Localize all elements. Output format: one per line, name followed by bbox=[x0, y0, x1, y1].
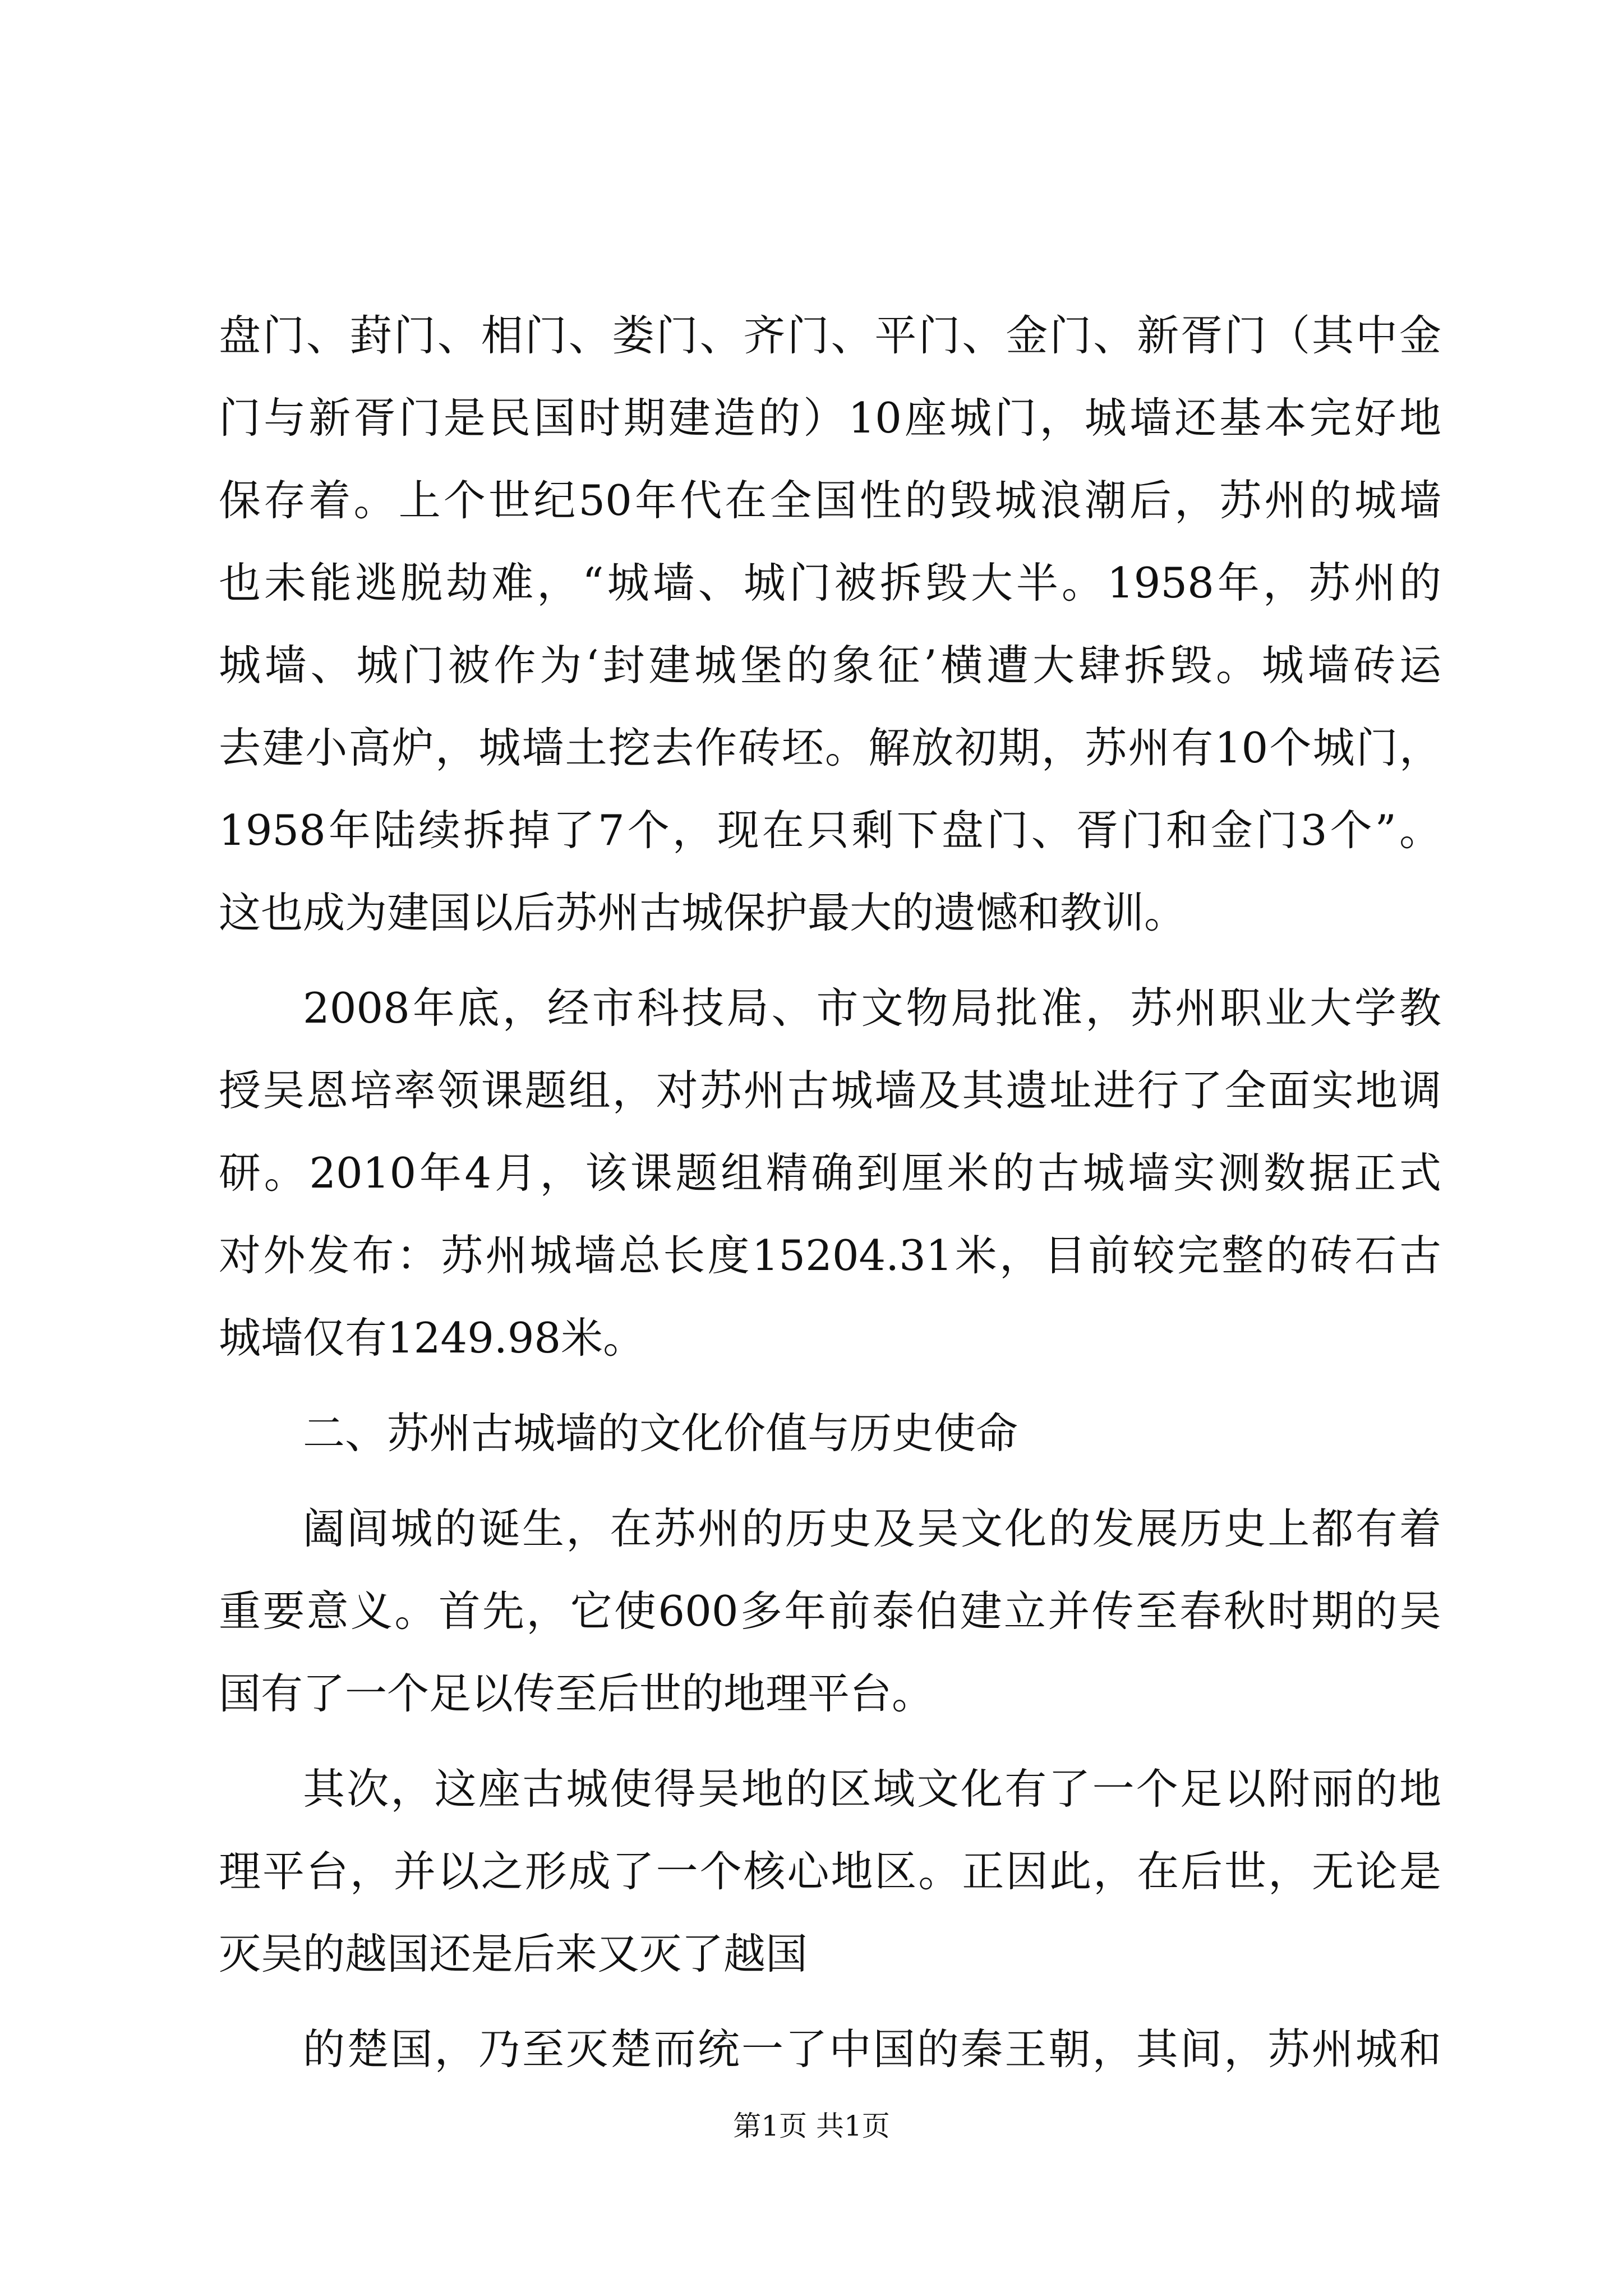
text-line: 的楚国，乃至灭楚而统一了中国的秦王朝，其间，苏州城和 bbox=[303, 2024, 1441, 2074]
paragraph-gap bbox=[219, 1379, 1441, 1392]
text-line: 国有了一个足以传至后世的地理平台。 bbox=[219, 1669, 934, 1718]
section-heading: 二、苏州古城墙的文化价值与历史使命 bbox=[303, 1409, 1018, 1458]
paragraph-gap bbox=[219, 1995, 1441, 2008]
text-line: 保存着。上个世纪50年代在全国性的毁城浪潮后，苏州的城墙 bbox=[219, 476, 1441, 525]
text-line: 授吴恩培率领课题组，对苏州古城墙及其遗址进行了全面实地调 bbox=[219, 1066, 1441, 1115]
text-line: 其次，这座古城使得吴地的区域文化有了一个足以附丽的地 bbox=[303, 1764, 1441, 1814]
text-line: 研。2010年4月，该课题组精确到厘米的古城墙实测数据正式 bbox=[219, 1148, 1441, 1198]
paragraph-gap bbox=[219, 1475, 1441, 1488]
text-line: 1958年陆续拆掉了7个，现在只剩下盘门、胥门和金门3个”。 bbox=[219, 806, 1441, 855]
paragraph-gap bbox=[219, 954, 1441, 967]
paragraph-gap bbox=[219, 1735, 1441, 1748]
text-line: 理平台，并以之形成了一个核心地区。正因此，在后世，无论是 bbox=[219, 1847, 1441, 1896]
text-line: 也未能逃脱劫难，“城墙、城门被拆毁大半。1958年，苏州的 bbox=[219, 558, 1441, 608]
text-line: 城墙仅有1249.98米。 bbox=[219, 1313, 645, 1363]
text-line: 城墙、城门被作为‘封建城堡的象征’横遭大肆拆毁。城墙砖运 bbox=[219, 641, 1441, 690]
text-line: 门与新胥门是民国时期建造的）10座城门，城墙还基本完好地 bbox=[219, 393, 1441, 443]
text-line: 去建小高炉，城墙土挖去作砖坯。解放初期，苏州有10个城门， bbox=[219, 723, 1441, 772]
text-line: 灭吴的越国还是后来又灭了越国 bbox=[219, 1929, 808, 1978]
text-line: 这也成为建国以后苏州古城保护最大的遗憾和教训。 bbox=[219, 888, 1187, 937]
document-body bbox=[219, 295, 1441, 2091]
page-footer: 第1页 共1页 bbox=[733, 2110, 890, 2142]
text-line: 对外发布：苏州城墙总长度15204.31米，目前较完整的砖石古 bbox=[219, 1231, 1441, 1280]
text-line: 2008年底，经市科技局、市文物局批准，苏州职业大学教 bbox=[303, 983, 1441, 1033]
text-line: 盘门、葑门、相门、娄门、齐门、平门、金门、新胥门（其中金 bbox=[219, 311, 1441, 360]
text-line: 阖闾城的诞生，在苏州的历史及吴文化的发展历史上都有着 bbox=[303, 1504, 1441, 1553]
text-line: 重要意义。首先，它使600多年前泰伯建立并传至春秋时期的吴 bbox=[219, 1586, 1441, 1636]
